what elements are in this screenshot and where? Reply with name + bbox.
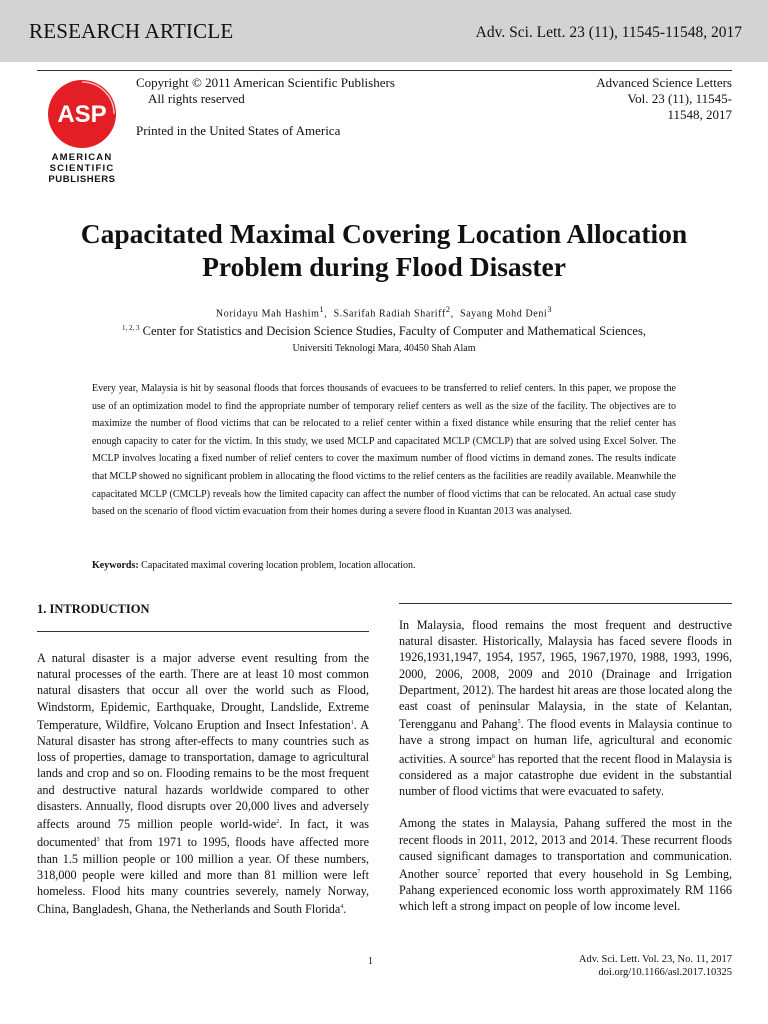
citation-ref[interactable]: 4: [340, 904, 344, 911]
citation-ref[interactable]: 5: [517, 719, 521, 726]
header-rule: [37, 70, 732, 71]
author-mark: 2: [445, 305, 451, 314]
abstract: Every year, Malaysia is hit by seasonal floods that forces thousands of evacuees to be transferred to relief centers. In this paper, we propose the use of an optimization model to find the appropriate number of temporary relief centers as well as the size of the facility. The objectives are to maximize the number of flood victims that can be relocated to a relief center within a fixed distance while ensuring that the relief center has enough capacity to cater for the victim. In this study, we used MCLP and capacitated MCLP (CMCLP) that are solved using Excel Solver. The MCLP involves locating a fixed number of relief centers to cover the maximum number of flood victims in demand zones. The results indicate that MCLP showed no significant problem in allocating the flood victims to the relief centers as the facilities are readily available. Meanwhile the capacitated MCLP (CMCLP) reveals how the limited capacity can affect the number of flood victims that can be relocated. An actual case study based on the scenario of flood victim evacuation from their homes during a severe flood in Kuantan 2013 was analysed.: [92, 383, 676, 518]
footer-journal-ref: Adv. Sci. Lett. Vol. 23, No. 11, 2017: [578, 954, 732, 965]
publisher-info: [136, 75, 395, 139]
title-line-1: Capacitated Maximal Covering Location Allocation: [80, 218, 688, 249]
logo-line-3: PUBLISHERS: [48, 174, 116, 185]
citation-ref[interactable]: 6: [491, 753, 495, 760]
paragraph: Among the states in Malaysia, Pahang suffered the most in the recent floods in 2011, 2012, 2013 and 2014. These recurrent floods caused significant damages to transportation and communication. Another source$^7$ reported that every household in Sg Lembing, Pahang experienced economic loss worth approximately RM 1166 which left a strong impact on people of low income level.: [399, 816, 733, 914]
right-column-rule: [399, 603, 732, 604]
affiliation-marks: 1, 2, 3: [122, 324, 140, 332]
section-heading: 1. INTRODUCTION: [37, 602, 150, 616]
affiliation: [0, 324, 768, 339]
footer-citation: [579, 953, 732, 979]
left-column-rule: [37, 631, 369, 632]
page-number: 1: [368, 956, 373, 967]
keywords-label: Keywords:: [92, 560, 139, 571]
paper-title: [20, 217, 748, 283]
journal-info: [562, 75, 732, 123]
author-list: Noridayu Mah Hashim$^1$, S.Sarifah Radiah Shariff$^2$, Sayang Mohd Deni$^3$: [215, 305, 553, 320]
author-name: Sayang Mohd Deni: [459, 308, 548, 320]
left-column: [37, 650, 369, 918]
logo-line-2: SCIENTIFIC: [49, 163, 115, 174]
affiliation-text: Center for Statistics and Decision Science Studies, Faculty of Computer and Mathematical Sciences,: [142, 324, 646, 339]
keywords: [92, 560, 676, 571]
journal-volume-cont: 11548, 2017: [667, 107, 732, 122]
paragraph: In Malaysia, flood remains the most frequent and destructive natural disaster. Historically, Malaysia has faced severe floods in 1926,1931,1947, 1954, 1957, 1965, 1967,1970, 1988, 1993, 1996, 2000, 2006, 2008, 2009 and 2010 (Drainage and Irrigation Department, 2012). The hardest hit areas are those located along the east coast of peninsular Malaysia, in the state of Kelantan, Terengganu and Pahang$^5$. The flood events in Malaysia continue to have a strong impact on human life, agricultural and economic activities. A source$^6$ has reported that the recent flood in Malaysia is considered as a major catastrophe due evident in the substantial number of flood victims that were evacuated to safety.: [399, 618, 732, 799]
asp-logo: [38, 78, 126, 188]
copyright-line: Copyright © 2011 American Scientific Publishers: [136, 75, 395, 90]
author-name: S.Sarifah Radiah Shariff: [333, 308, 446, 320]
author-name: Noridayu Mah Hashim: [215, 308, 320, 320]
article-type-banner: [0, 0, 768, 62]
paragraph: A natural disaster is a major adverse event resulting from the natural processes of the earth. There are at least 10 most common natural disasters that occur all over the world such as Flood, Windstorm, Epidemic, Earthquake, Drought, Landslide, Extreme Temperature, Wildfire, Volcano Eruption and Insect Infestation$^1$. A Natural disaster has strong after-effects to many countries such as loss of properties, damage to transportation, damage to agricultural lands and crop and so on. Flooding remains to be the most frequent and destructive natural hazards worldwide compared to other disasters. Annually, flood disrupts over 20,000 lives and adversely affects around 75 million people world-wide$^2$. In fact, it was documented$^3$ that from 1971 to 1995, floods have affected more than 1.5 million people or 100 million a year. Of these numbers, 318,000 people were killed and more than 81 million were left homeless. Flood hits many countries severely, namely Norway, China, Bangladesh, Ghana, the Netherlands and South Florida$^4$.: [37, 651, 369, 917]
title-line-2: Problem during Flood Disaster: [202, 251, 566, 282]
citation-header: Adv. Sci. Lett. 23 (11), 11545-11548, 2017: [475, 24, 742, 41]
citation-ref[interactable]: 3: [96, 837, 100, 844]
affiliation-address: Universiti Teknologi Mara, 40450 Shah Alam: [292, 343, 476, 354]
rights-line: All rights reserved: [148, 91, 245, 106]
citation-ref[interactable]: 2: [276, 819, 280, 826]
logo-line-1: AMERICAN: [51, 152, 113, 163]
footer-doi[interactable]: doi.org/10.1166/asl.2017.10325: [598, 967, 732, 978]
journal-name: Advanced Science Letters: [596, 75, 732, 90]
printed-line: Printed in the United States of America: [136, 123, 341, 138]
citation-ref[interactable]: 1: [350, 719, 354, 726]
section-label: RESEARCH ARTICLE: [29, 19, 234, 43]
journal-volume: Vol. 23 (11), 11545-: [627, 91, 732, 106]
author-mark: 3: [547, 305, 553, 314]
keywords-text: Capacitated maximal covering location problem, location allocation.: [141, 560, 416, 571]
logo-mark: ASP: [57, 101, 107, 128]
citation-ref[interactable]: 7: [477, 868, 481, 875]
right-column: [399, 617, 732, 915]
author-mark: 1: [319, 305, 325, 314]
